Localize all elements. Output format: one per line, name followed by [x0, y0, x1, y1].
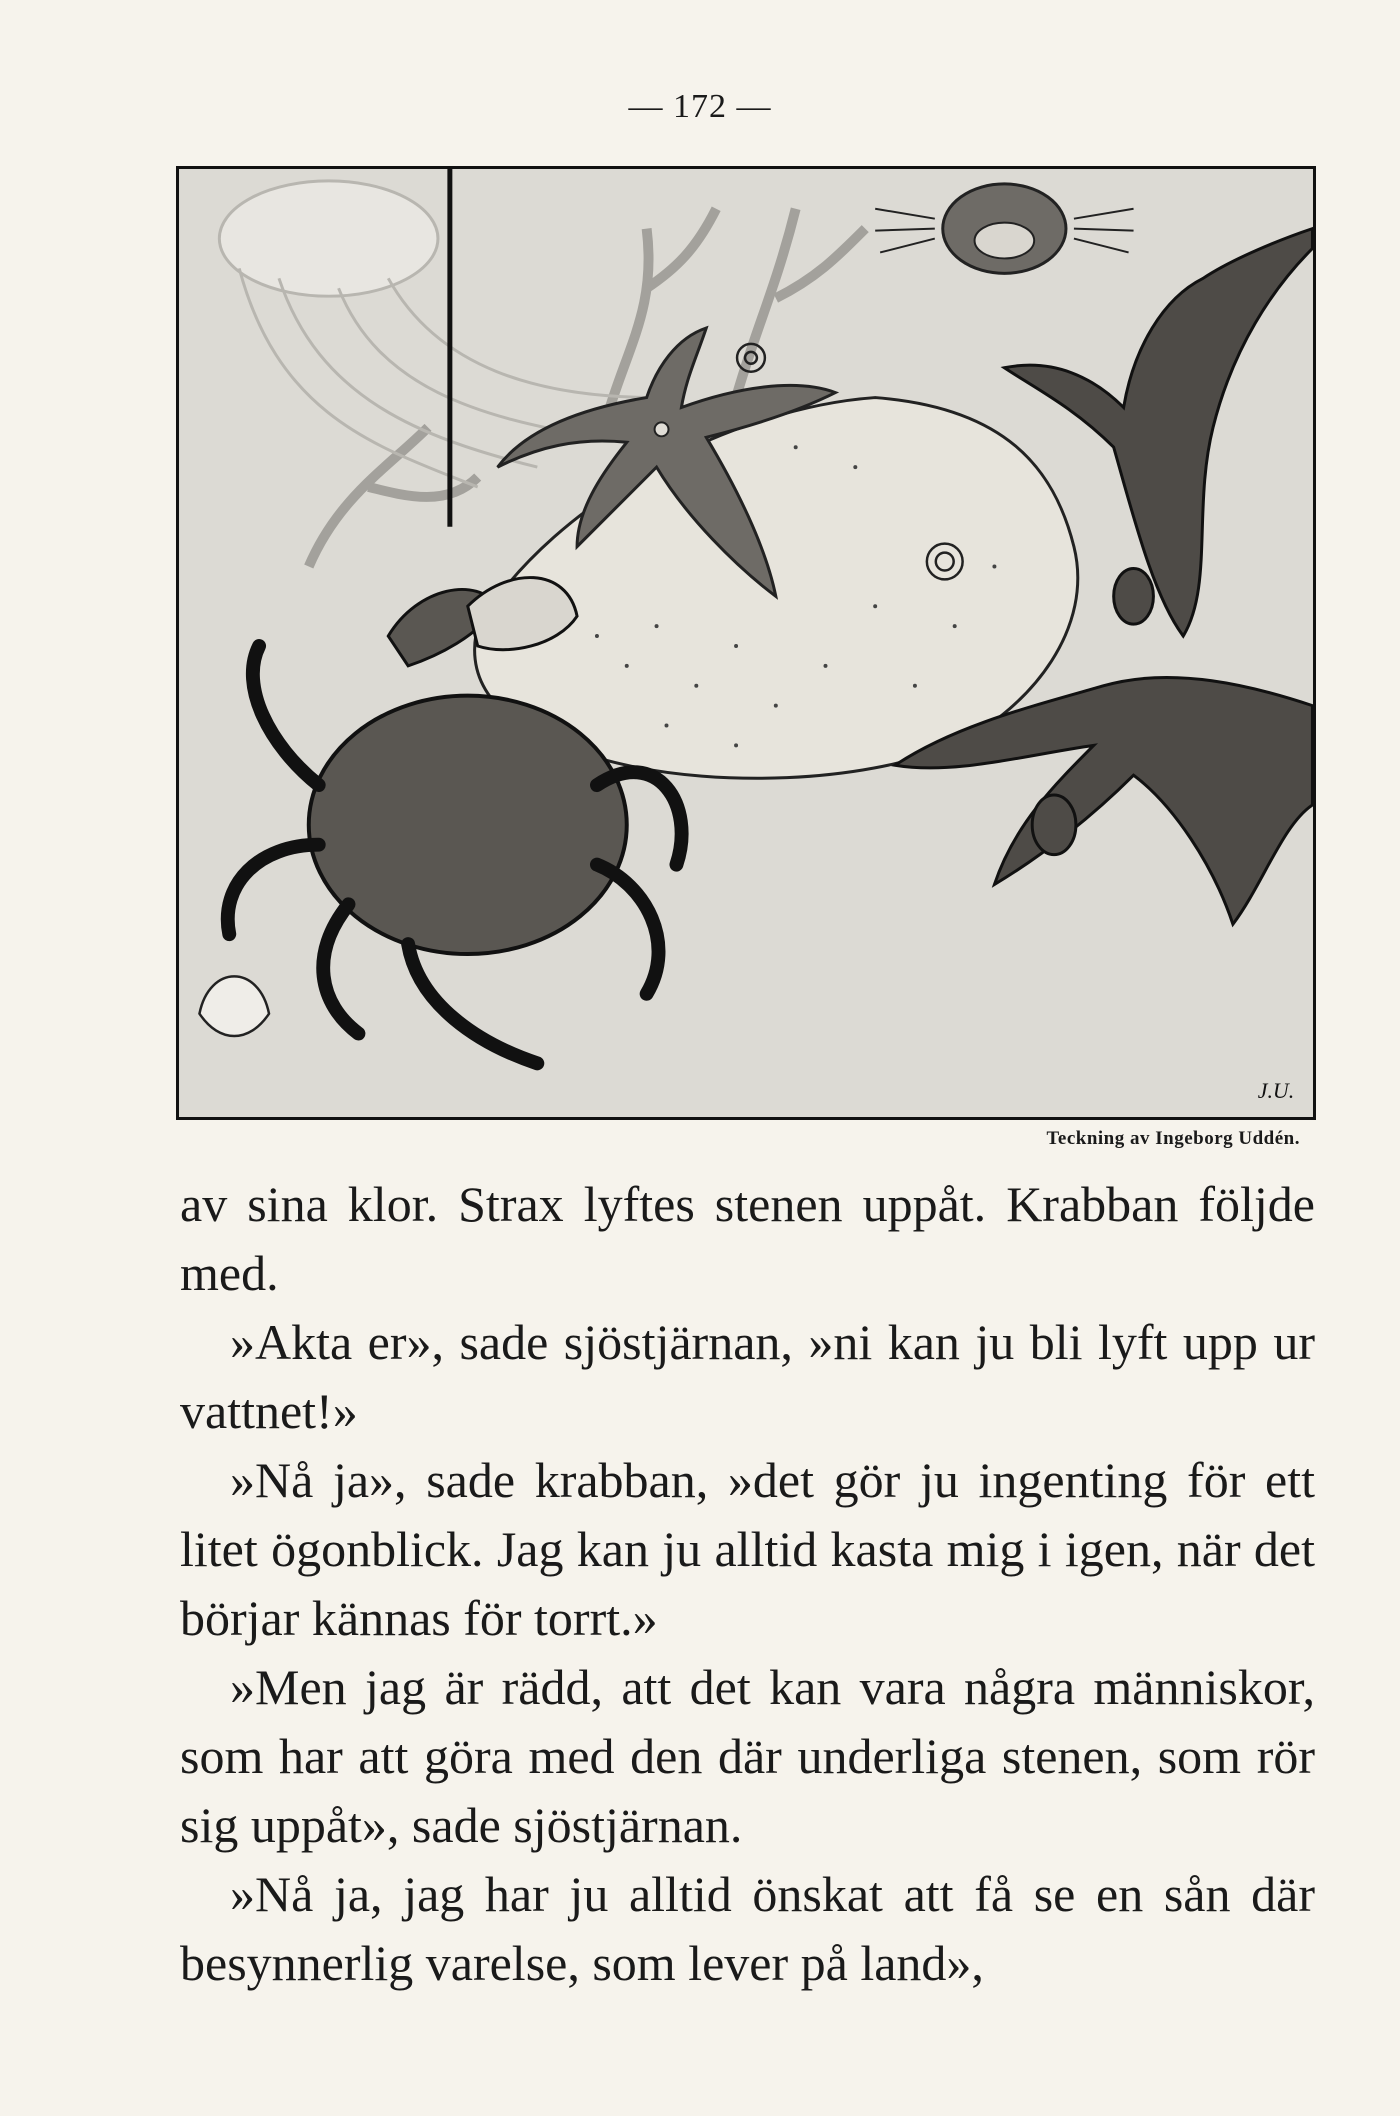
paragraph: »Nå ja, jag har ju alltid önskat att få se en sån där besynnerlig varelse, som lever på land», [180, 1866, 1315, 1991]
page-number: — 172 — [628, 88, 772, 125]
illustration-caption: Teckning av Ingeborg Uddén. [1046, 1128, 1300, 1149]
artist-signature: J.U. [1257, 1079, 1295, 1104]
illustration-crab-starfish [176, 166, 1316, 1120]
paragraph: »Men jag är rädd, att det kan vara några människor, som har att göra med den där underliga stenen, som rör sig uppåt», sade sjöstjärnan. [180, 1659, 1315, 1853]
paragraph: av sina klor. Strax lyftes stenen uppåt. Krabban följde med. [180, 1176, 1315, 1301]
body-text [180, 1170, 1315, 1998]
paragraph: »Nå ja», sade krabban, »det gör ju ingenting för ett litet ögonblick. Jag kan ju alltid kasta mig i igen, när det börjar kännas för torrt.» [180, 1452, 1315, 1646]
paragraph: »Akta er», sade sjöstjärnan, »ni kan ju bli lyft upp ur vattnet!» [180, 1314, 1315, 1439]
